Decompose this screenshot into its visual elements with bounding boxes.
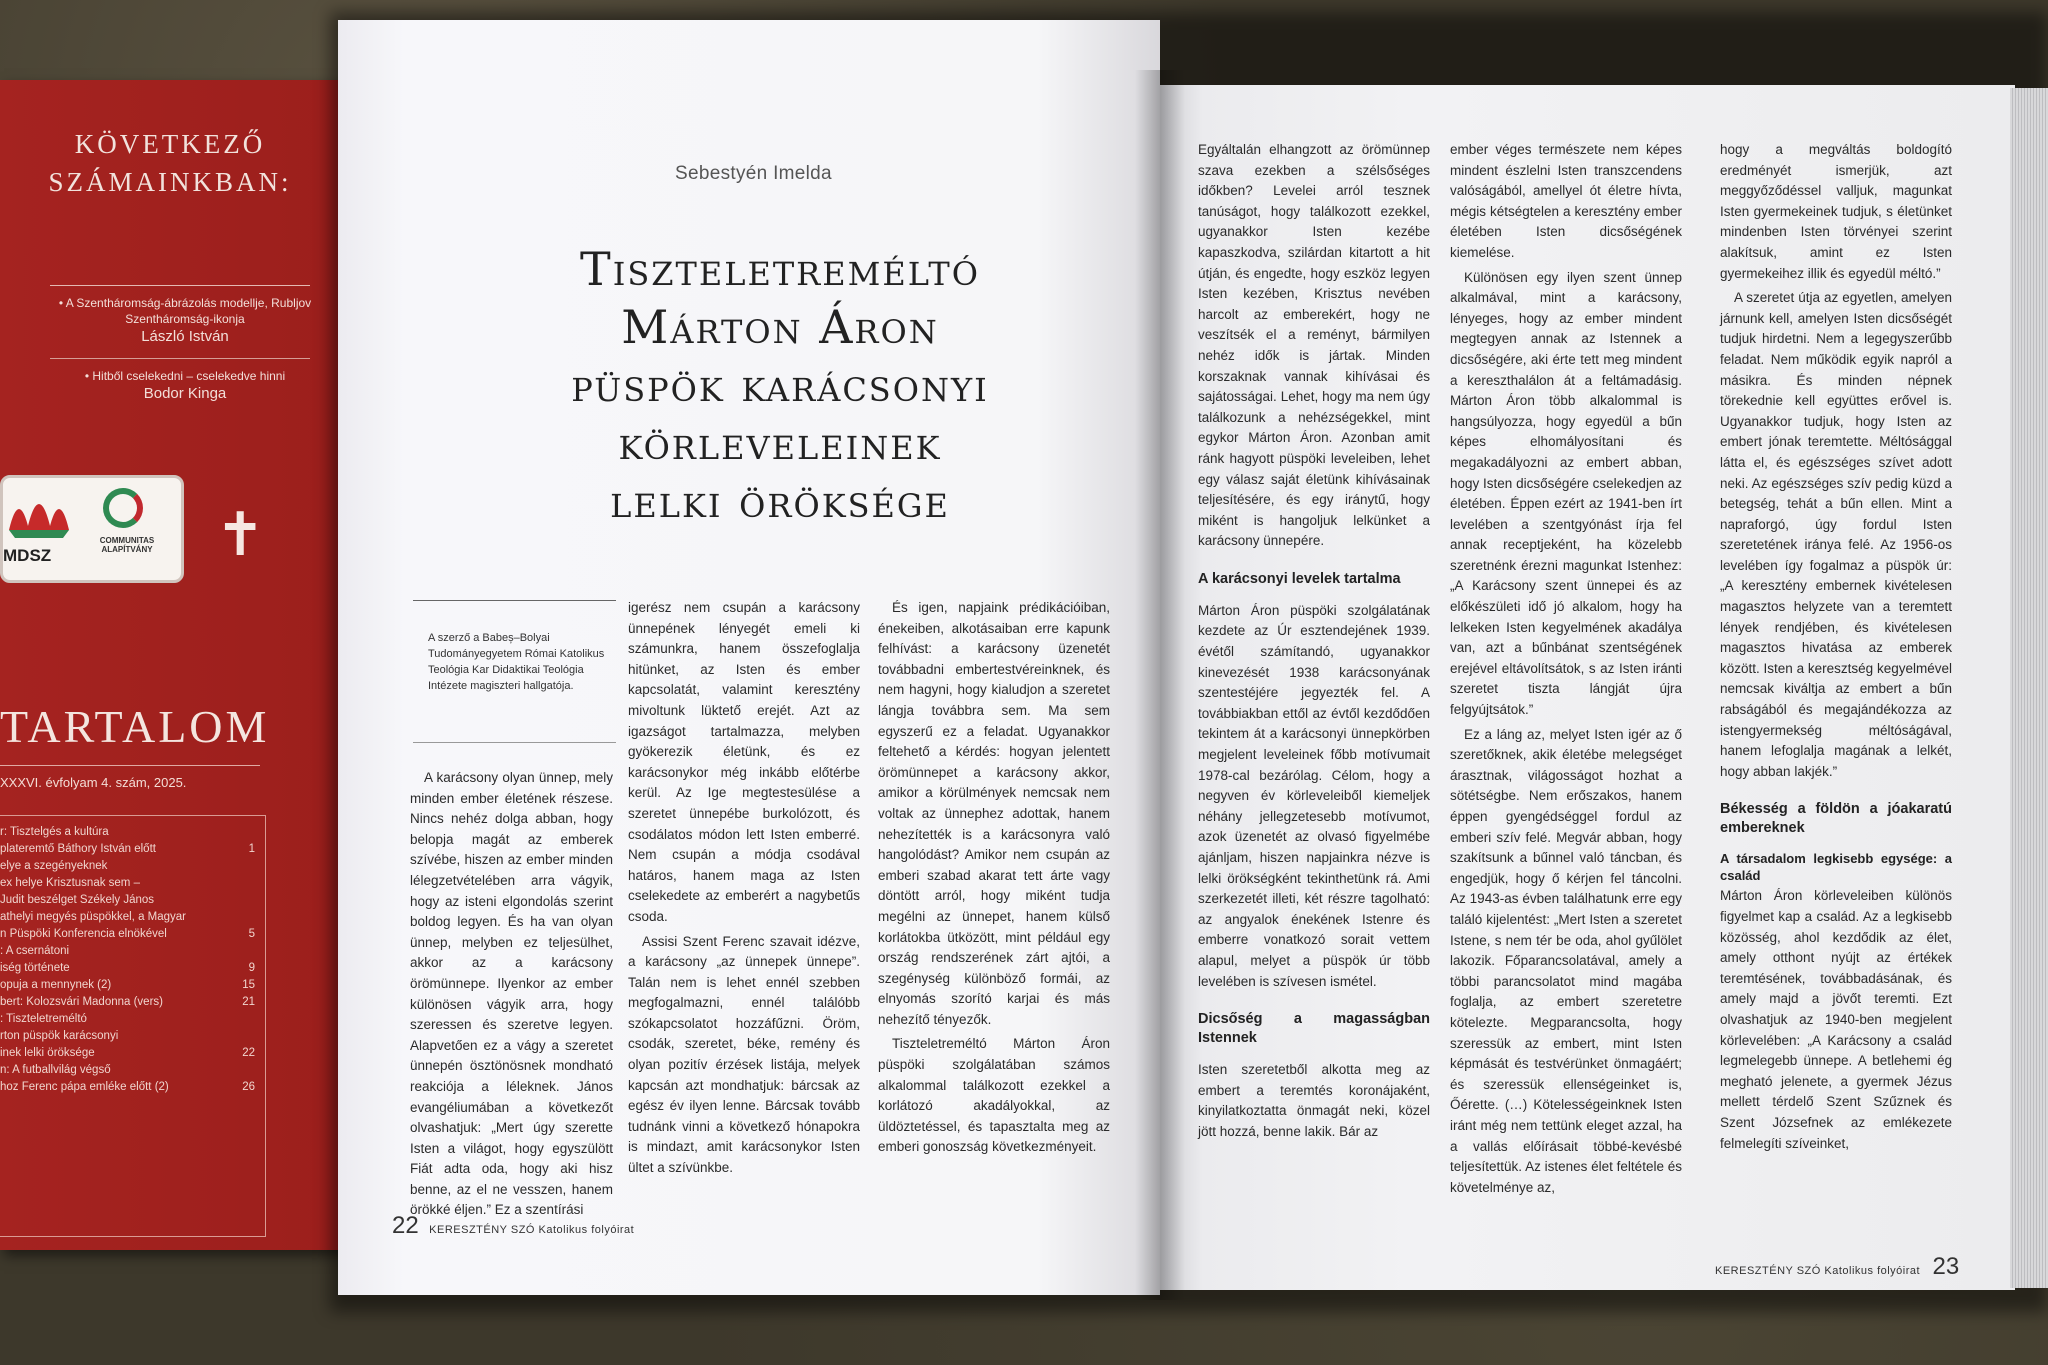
toc-entry bbox=[0, 843, 255, 855]
coming-item: • A Szentháromság-ábrázolás modellje, Rubljov Szentháromság-ikonja László István bbox=[58, 296, 312, 345]
paragraph: igerész nem csupán a karácsony ünnepének lényegét emeli ki számunkra, hanem összefoglalja hitünket, az Isten és ember kapcsolatát, valamint keresztény mivoltunk lüktető erejét. Azt az igazságot tartalmazza, melyben gyökerezik életünk, és ez karácsonykor még inkább előtérbe kerül. Az Ige megtestesülése a szeretet ünnepébe burkolózott, és csodálatos módon lett Isten emberré. Nem csupán a módja csodával határos, hanem maga az Isten cselekedete az emberért a nagybetűs csoda. bbox=[628, 600, 860, 924]
paragraph: És igen, napjaink prédikációiban, énekeiben, alkotásaiban erre kapunk felhívást: a karácsony üzenetét továbbadni embertestvéreinknek, és nem hagyni, hogy kialudjon a szeretet lángja továbbra sem. Ma sem egyszerű ez a feladat. Ugyanakkor feltehető a kérdés: hogyan jelentett örömünnepet a karácsony akkor, amikor a körülmények nemcsak nem voltak az ünnephez adottak, hanem nehezítették is a karácsonyra való hangolódást? Amikor nem csupán az emberi szabad akarat tett árte vagy döntött arról, hogy miként tudja megélni az ünnepet, hanem külső korlátokba ütközött, mint például egy ország rendszerének zárt ajtói, a szegénység különböző formái, az elnyomás szorító karjai és más nehezítő tényezők. bbox=[878, 600, 1110, 1027]
paragraph: Assisi Szent Ferenc szavait idézve, a karácsony „az ünnepek ünnepe”. Talán nem is lehet ennél szebben megfogalmazni, ennél találóbb szókapcsolatot hozzáfűzni. Öröm, csodák, szeretet, béke, remény és olyan pozitív érzések listája, melyek kapcsán azt mondhatjuk: bárcsak az egész év ilyen lenne. Bárcsak tovább tudnánk vinni a következő hónapokra is mindazt, amit karácsonykor Isten ültet a szívünkbe. bbox=[628, 933, 860, 1176]
cross-icon: ✝ bbox=[215, 500, 266, 570]
toc-entry bbox=[0, 860, 255, 872]
toc-entry bbox=[0, 877, 255, 889]
divider bbox=[413, 742, 616, 743]
toc-entry-page: 22 bbox=[242, 1047, 255, 1059]
magazine-name: KERESZTÉNY SZÓ Katolikus folyóirat bbox=[1715, 1265, 1921, 1277]
toc-entry bbox=[0, 1064, 255, 1076]
book-gutter bbox=[1135, 70, 1185, 1300]
toc-entry-label: iség története bbox=[0, 962, 70, 974]
paragraph: Különösen egy ilyen szent ünnep alkalmával, mint a karácsony, lényeges, hogy az ember mindent megtegyen annak az Istennek a dicsőségére, aki érte tett meg mindent a kereszthalálon át a feltámadásig. Márton Áron több alkalommal is hangsúlyozza, hogy egyedül a bűn képes elhomályosítani és megakadályozni az embert abban, hogy Isten dicsőségére cselekedjen az életében. Éppen ezért az 1941-ben írt levelében a szentgyónást írja fel annak receptjeként, ha közelebb szeretnénk érezni magunkat Istenhez: „A Karácsony szent ünnepei és az előkészületi idő jó alkalom, hogy ha lelkeken Isten kegyelmének akadálya van, azt a bűnbánat szentségének erejével eltávolítsátok, s az Isten iránti szeretet tiszta lángját újra felgyújtsátok.” bbox=[1450, 269, 1682, 718]
page-number: 23 bbox=[1932, 1253, 1960, 1280]
page-number: 22 bbox=[392, 1212, 419, 1239]
paragraph: hogy a megváltás boldogító eredményét ismerjük, azt meggyőződéssel valljuk, magunkat Isten gyermekeinek tudjuk, s életünket mindenben Isten törvényei szerint alakítsuk, amint ez Isten gyermekeihez illik és egyedül méltó.” bbox=[1720, 142, 1952, 281]
toc-entry bbox=[0, 962, 255, 974]
toc-entry bbox=[0, 1013, 255, 1025]
toc-entry bbox=[0, 928, 255, 940]
paragraph: A szeretet útja az egyetlen, amelyen járnunk kell, amelyen Isten dicsőségét tudjuk hirdetni. Nem a legegyszerűbb feladat. Nem működik egyik napról a másikra. És minden népnek törekednie kell együttes erővel is. Ugyanakkor tudjuk, hogy Isten az embert jónak teremtette. Méltósággal látta el, és egészséges szívet adott neki. Az egészséges szív pedig küzd a betegség, tehát a bűn ellen. Mint a napraforgó, úgy fordul Isten szeretetének iránya felé. Az 1956-os levelében így fogalmaz a püspök úr: „A keresztény embernek kivételesen magasztos helyzete van a teremtett lények rendjében, és kivételesen magasztos hivatása az emberek között. Isten a keresztség kegyelmével nemcsak kiváltja az embert a bűn rabságából és megajándékozza az istengyermekség méltóságával, hanem lefoglalja magának a lelkét, hogy abban lakjék.” bbox=[1720, 290, 1952, 779]
toc-entry-label: rton püspök karácsonyi bbox=[0, 1030, 119, 1042]
toc-entry bbox=[0, 826, 255, 838]
right-page-footer bbox=[1715, 1253, 1959, 1281]
section-heading: A karácsonyi levelek tartalma bbox=[1198, 570, 1401, 587]
toc-entry-label: opuja a mennynek (2) bbox=[0, 979, 112, 991]
toc-entry-label: athelyi megyés püspökkel, a Magyar bbox=[0, 911, 187, 923]
toc-entry-label: : Tiszteletreméltó bbox=[0, 1013, 87, 1025]
toc-entry-page: 9 bbox=[248, 962, 255, 974]
toc-entry-label: inek lelki öröksége bbox=[0, 1047, 95, 1059]
toc-entry-label: Judit beszélget Székely János bbox=[0, 894, 155, 906]
section-heading: Dicsőség a magasságban Istennek bbox=[1198, 1011, 1430, 1047]
page-stack bbox=[2010, 88, 2048, 1288]
divider bbox=[413, 600, 616, 601]
paragraph: Tiszteletreméltó Márton Áron püspöki szolgálatában számos alkalommal találkozott ezekkel a korlátozó akadályokkal, az üldöztetéssel, és tapasztalta meg az emberi gonoszság következményeit. bbox=[878, 1036, 1110, 1155]
text-column bbox=[1720, 140, 1952, 1158]
toc-entry-label: r: Tisztelgés a kultúra bbox=[0, 826, 109, 838]
toc-entry bbox=[0, 1030, 255, 1042]
paragraph: ember véges természete nem képes mindent észlelni Isten transzcendens valóságából, amellyel ót életre hívta, mégis kétségtelen a keresztény ember életében Isten dicsőségének kiemelése. bbox=[1450, 142, 1682, 260]
rmdsz-logo: MDSZ bbox=[3, 478, 75, 574]
sponsor-logos bbox=[0, 475, 184, 583]
toc-entry-label: hoz Ferenc pápa emléke előtt (2) bbox=[0, 1081, 169, 1093]
toc-entry bbox=[0, 911, 255, 923]
toc-entry-page: 21 bbox=[242, 996, 255, 1008]
divider bbox=[0, 765, 260, 766]
communitas-logo: COMMUNITAS ALAPÍTVÁNY bbox=[81, 488, 173, 574]
toc-entry-page: 26 bbox=[242, 1081, 255, 1093]
magazine-name: KERESZTÉNY SZÓ Katolikus folyóirat bbox=[429, 1224, 635, 1236]
toc-entry bbox=[0, 1081, 255, 1093]
paragraph: A karácsony olyan ünnep, mely minden ember életének részese. Nincs nehéz dolga abban, hogy belopja magát az emberek szívébe, hiszen az ember minden lélegzetvételében arra vágyik, hogy az isteni elgondolás szerint boldog legyen. És ha van olyan ünnep, melyben ez teljesülhet, akkor az a karácsony örömünnepe. Ilyenkor az ember különösen vágyik arra, hogy szeressen és szeretve legyen. Alapvetően ez a vágy a szeretet ünnepén ösztönösnek mondható reakciója a léleknek. János evangéliumában a következőt olvashatjuk: „Mert úgy szerette Isten a világot, hogy egyszülött Fiát adta oda, hogy aki hisz benne, az el ne vesszen, hanem örökké éljen.” Ez a szentírási bbox=[410, 770, 613, 1218]
divider bbox=[50, 358, 310, 359]
toc-entry-page: 15 bbox=[242, 979, 255, 991]
author-bio: A szerző a Babeș–Bolyai Tudományegyetem Római Katolikus Teológia Kar Didaktikai Teológia Intézete magiszteri hallgatója. bbox=[428, 632, 605, 692]
contents-heading: TARTALOM bbox=[0, 701, 270, 752]
toc-entry bbox=[0, 1047, 255, 1059]
subsection-heading: A társadalom legkisebb egysége: a család bbox=[1720, 851, 1952, 884]
paragraph: Márton Áron körleveleiben különös figyelmet kap a család. Az a legkisebb közösség, ahol kezdődik az élet, amely otthont nyújt az értékek teremtésének, továbbadásának, és amely majd a jövőt teremti. Ezt olvashatjuk az 1940-ben megjelent körlevelében: „A Karácsony a család legmelegebb ünnepe. A betlehemi ég megható jelenete, a gyermek Jézus mellett térdelő Szent Szűznek és Szent Józsefnek az emlékezete felmelegíti szíveinket, bbox=[1720, 888, 1952, 1151]
toc-entry-page: 1 bbox=[248, 843, 255, 855]
toc-entry-label: elye a szegényeknek bbox=[0, 860, 108, 872]
text-column bbox=[1198, 140, 1430, 1147]
issue-info: XXXVI. évfolyam 4. szám, 2025. bbox=[0, 775, 187, 790]
toc-entry-label: n: A futballvilág végső bbox=[0, 1064, 111, 1076]
paragraph: Ez a láng az, melyet Isten igér az ő szeretőknek, akik életébe melegséget árasztnak, világosságot hozhat a sötétségbe. Nem erőszakos, hanem éppen gyengédséggel fordul az emberi szív felé. Megvár abban, hogy szakítsunk a bűnnel való táncban, és engedjük, hogy ő kérjen fel táncolni. Az 1943-as évben találhatunk erre egy találó kijelentést: „Mert Isten a szeretet Istene, s nem tér be oda, ahol gyűlölet lakozik. Főparancsolatával, amely a többi parancsolatot mind magába foglalja, az embert szeretetre kötelezte. Megparancsolta, hogy szeressük az embert, mint Isten képmását és testvérünket önmagáért; és szeressük ellenségeinket is, Őérette. (…) Kötelességeinknek Isten iránt még nem tettünk eleget azzal, ha a vallás előírásait többé-kevésbé teljesítettük. Az istenes élet feltétele és követelménye az, bbox=[1450, 726, 1682, 1195]
toc-entry-label: plateremtő Báthory István előtt bbox=[0, 843, 156, 855]
left-page-footer bbox=[392, 1212, 634, 1240]
section-heading: Békesség a földön a jóakaratú embereknek bbox=[1720, 801, 1952, 837]
paragraph: Egyáltalán elhangzott az örömünnep szava ezekben a szélsőséges időkben? Levelei arról tesznek tanúságot, hogy találkozott ezekkel, ugyanakkor Isten kezébe kapaszkodva, szilárdan kitartott a hit útján, és engedte, hogy eszköz legyen Isten kezében, Krisztus nevében harcolt az emberekért, hogy ne veszítsék el a reményt, bármilyen nehéz idők is jártak. Minden korszaknak vannak kihívásai és sajátosságai. Lehet, hogy ma nem úgy találkozunk a nehézségekkel, mint egykor Márton Áron. Azonban amit ránk hagyott püspöki leveleiben, lehet egy válasz saját életünk kihívásainak teljesítésére, és egy iránytű, hogy miként is hangoljuk lelkünket a karácsony ünnepére. bbox=[1198, 142, 1430, 549]
toc-entry-label: ex helye Krisztusnak sem – bbox=[0, 877, 140, 889]
toc-entry bbox=[0, 996, 255, 1008]
text-column bbox=[410, 768, 613, 1225]
toc-entry bbox=[0, 945, 255, 957]
paragraph: Isten szeretetből alkotta meg az embert a teremtés koronájaként, kinyilatkoztatta önmagát neki, közel jött hozzá, benne lakik. Bár az bbox=[1198, 1062, 1430, 1139]
text-column bbox=[628, 598, 860, 1183]
text-column bbox=[878, 598, 1110, 1162]
toc-entry-page: 5 bbox=[248, 928, 255, 940]
toc-entry-label: bert: Kolozsvári Madonna (vers) bbox=[0, 996, 163, 1008]
toc-entry-label: : A csernátoni bbox=[0, 945, 70, 957]
text-column bbox=[1450, 140, 1682, 1202]
coming-item: • Hitből cselekedni – cselekedve hinni Bodor Kinga bbox=[84, 369, 286, 402]
divider bbox=[50, 285, 310, 286]
toc-entry-label: n Püspöki Konferencia elnökével bbox=[0, 928, 167, 940]
toc-entry bbox=[0, 979, 255, 991]
toc-entry bbox=[0, 894, 255, 906]
article-title: Tiszteletreméltó Márton Áron püspök karácsonyi körleveleinek lelki öröksége bbox=[571, 242, 989, 528]
coming-issues-title: KÖVETKEZŐ SZÁMAINKBAN: bbox=[48, 129, 292, 197]
article-author: Sebestyén Imelda bbox=[675, 163, 832, 184]
table-of-contents bbox=[0, 815, 266, 1237]
paragraph: Márton Áron püspöki szolgálatának kezdete az Úr esztendejének 1939. évétől számítandó, ugyanakkor kinevezését 1938 karácsonyának szentestéjére jegyezték fel. A továbbiakban ettől az évtől kezdődően tekintem át a karácsonyi ünnepkörben megjelent leveleinek főbb motívumait 1978-cal bezárólag. Célom, hogy a negyven év körleveleiből kiemeljek néhány jellegzetesebb motívumot, azok üzenetét az olvasó figyelmébe ajánljam, hiszen napjainkra nézve is lelki örökségként tekinthetünk rá. Ami szerkezetét illeti, két részre tagolható: az angyalok énekének Istenre és emberre vonatkozó sorait vettem alapul, melyet a püspök úr több levelében is szívesen ismétel. bbox=[1198, 602, 1430, 989]
